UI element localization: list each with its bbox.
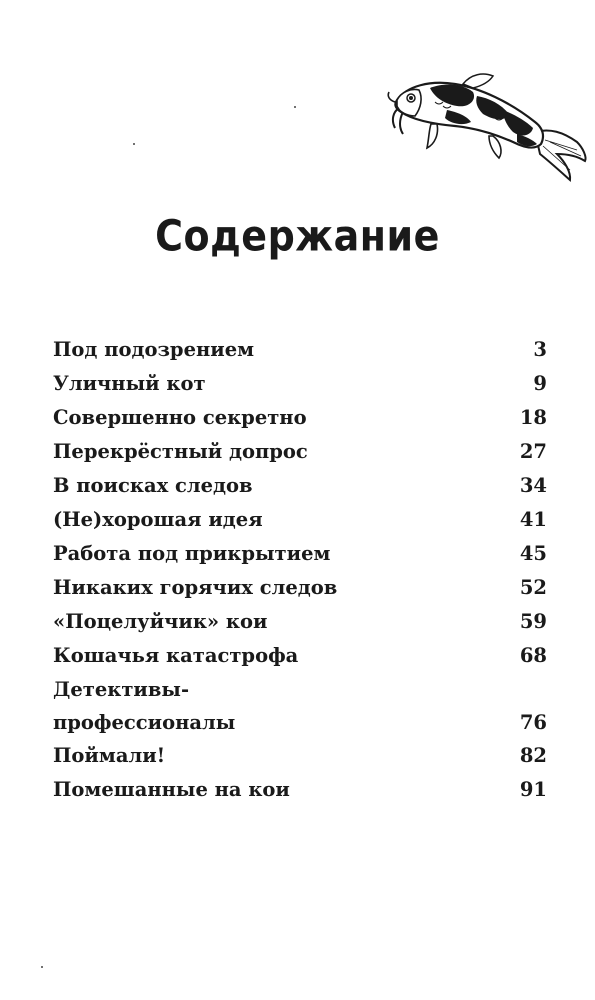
page-title: Содержание	[155, 211, 440, 261]
print-speck	[41, 966, 43, 968]
toc-entry-page: 27	[519, 440, 547, 463]
toc-entry-page: 76	[519, 711, 547, 734]
toc-entry[interactable]	[53, 367, 547, 401]
toc-entry-title: Под подозрением	[53, 338, 255, 361]
print-speck	[294, 106, 296, 108]
table-of-contents	[53, 333, 547, 807]
toc-entry[interactable]	[53, 401, 547, 435]
toc-entry[interactable]	[53, 469, 547, 503]
print-speck	[133, 143, 135, 145]
toc-entry-title: Работа под прикрытием	[53, 542, 331, 565]
toc-entry-page: 9	[533, 372, 547, 395]
toc-entry[interactable]	[53, 333, 547, 367]
toc-entry-page: 34	[519, 474, 547, 497]
toc-entry-page: 52	[519, 576, 547, 599]
toc-entry-title: В поисках следов	[53, 474, 253, 497]
toc-entry-page: 91	[519, 778, 547, 801]
toc-entry-title: Кошачья катастрофа	[53, 644, 299, 667]
toc-entry[interactable]	[53, 739, 547, 773]
toc-entry-page: 45	[519, 542, 547, 565]
toc-entry[interactable]	[53, 503, 547, 537]
koi-fish-icon	[385, 62, 590, 187]
toc-entry-page: 59	[519, 610, 547, 633]
toc-entry-page: 82	[519, 744, 547, 767]
toc-entry-page: 3	[533, 338, 547, 361]
toc-entry-title: Детективы- профессионалы	[53, 678, 236, 734]
toc-entry-page: 41	[519, 508, 547, 531]
toc-entry-title: (Не)хорошая идея	[53, 508, 263, 531]
toc-entry-title: Помешанные на кои	[53, 778, 290, 801]
toc-entry-title: Совершенно секретно	[53, 406, 307, 429]
toc-entry-title: Поймали!	[53, 744, 166, 767]
toc-entry[interactable]	[53, 435, 547, 469]
toc-entry[interactable]	[53, 673, 547, 739]
toc-entry-title: Никаких горячих следов	[53, 576, 338, 599]
toc-entry-page: 68	[519, 644, 547, 667]
toc-entry[interactable]	[53, 639, 547, 673]
toc-entry[interactable]	[53, 773, 547, 807]
toc-entry-title: «Поцелуйчик» кои	[53, 610, 268, 633]
toc-entry[interactable]	[53, 605, 547, 639]
toc-entry-page: 18	[519, 406, 547, 429]
toc-entry-title: Уличный кот	[53, 372, 206, 395]
toc-entry[interactable]	[53, 537, 547, 571]
toc-entry-title: Перекрёстный допрос	[53, 440, 308, 463]
toc-entry[interactable]	[53, 571, 547, 605]
